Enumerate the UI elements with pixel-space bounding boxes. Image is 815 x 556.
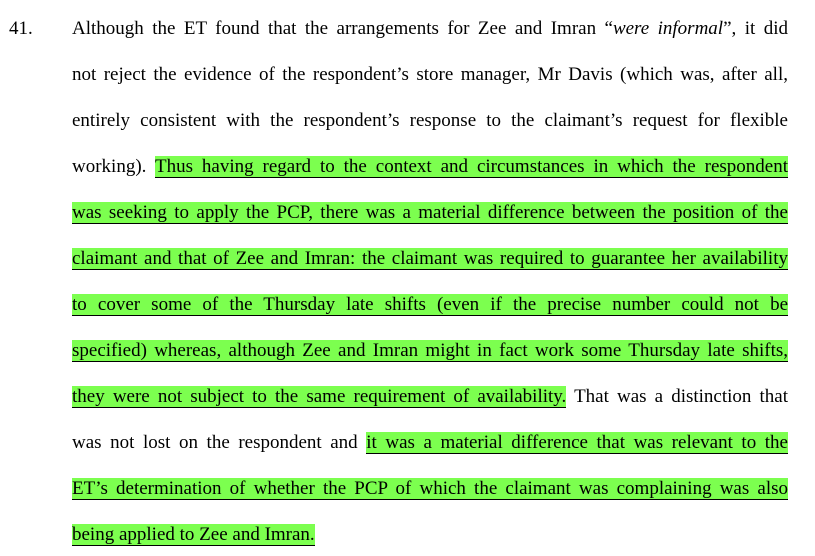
paragraph-line — [72, 243, 788, 275]
paragraph-line — [72, 289, 788, 321]
paragraph-line — [72, 335, 788, 367]
body-text: not reject the evidence of the respondent’s store manager, Mr Davis (which was, after all, — [72, 64, 788, 85]
paragraph-line — [72, 105, 788, 137]
highlighted-text: specified) whereas, although Zee and Imran might in fact work some Thursday late shifts, — [72, 340, 788, 361]
paragraph-line — [72, 519, 788, 551]
paragraph-line — [72, 13, 788, 45]
body-text: was not lost on the respondent and — [72, 432, 367, 453]
italic-quote: were informal — [612, 18, 724, 39]
highlighted-text: ET’s determination of whether the PCP of which the claimant was complaining was also — [72, 478, 788, 499]
body-text: That was a distinction that — [566, 386, 789, 407]
highlighted-text: Thus having regard to the context and circumstances in which the respondent — [154, 156, 788, 177]
body-text: ”, it did — [723, 18, 788, 39]
highlighted-text: was seeking to apply the PCP, there was a material difference between the position of the — [72, 202, 788, 223]
paragraph-line — [72, 59, 788, 91]
body-text: working). — [72, 156, 155, 177]
paragraph-line — [72, 381, 788, 413]
highlighted-text: being applied to Zee and Imran. — [72, 524, 315, 545]
highlighted-text: it was a material difference that was relevant to the — [366, 432, 788, 453]
paragraph-line — [72, 151, 788, 183]
highlighted-text: claimant and that of Zee and Imran: the claimant was required to guarantee her availability — [72, 248, 788, 269]
highlighted-text: to cover some of the Thursday late shifts (even if the precise number could not be — [72, 294, 788, 315]
paragraph-line — [72, 427, 788, 459]
body-text: entirely consistent with the respondent’s response to the claimant’s request for flexible — [72, 110, 788, 131]
highlighted-text: they were not subject to the same requirement of availability. — [72, 386, 567, 407]
body-text: Although the ET found that the arrangements for Zee and Imran “ — [72, 18, 613, 39]
paragraph-line — [72, 197, 788, 229]
paragraph-line — [72, 473, 788, 505]
paragraph-number: 41. — [9, 18, 33, 39]
